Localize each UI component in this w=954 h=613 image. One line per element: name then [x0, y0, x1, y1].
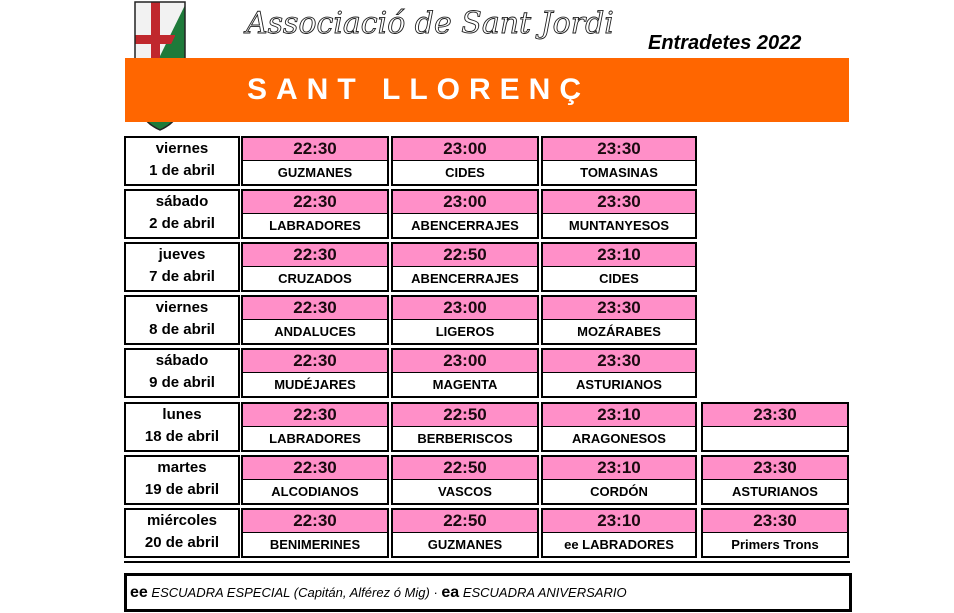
slot-team: CIDES	[599, 271, 639, 286]
slot-cell	[701, 455, 849, 505]
slot-team: CIDES	[445, 165, 485, 180]
day-cell	[124, 508, 240, 558]
slot-team: LABRADORES	[269, 218, 361, 233]
weekday: miércoles	[146, 512, 218, 529]
slot-cell	[541, 242, 697, 292]
slot-cell	[391, 242, 539, 292]
slot-cell	[241, 348, 389, 398]
date: 2 de abril	[149, 215, 215, 232]
table-divider	[124, 561, 850, 563]
weekday: viernes	[155, 140, 209, 157]
slot-time: 23:00	[393, 191, 537, 214]
slot-time: 22:30	[243, 297, 387, 320]
slot-team: CORDÓN	[590, 484, 648, 499]
slot-cell	[391, 402, 539, 452]
slot-time: 23:30	[703, 457, 847, 480]
slot-cell	[241, 189, 389, 239]
slot-team: ARAGONESOS	[572, 431, 666, 446]
slot-team: BENIMERINES	[269, 537, 361, 552]
weekday: martes	[157, 459, 207, 476]
day-cell	[124, 402, 240, 452]
day-cell	[124, 189, 240, 239]
slot-time: 23:30	[543, 297, 695, 320]
slot-time: 22:30	[243, 350, 387, 373]
slot-time: 23:00	[393, 350, 537, 373]
slot-time: 23:30	[543, 350, 695, 373]
slot-cell	[701, 402, 849, 452]
slot-team: ANDALUCES	[274, 324, 356, 339]
slot-team: BERBERISCOS	[417, 431, 513, 446]
slot-time: 22:30	[243, 510, 387, 533]
slot-time: 22:30	[243, 404, 387, 427]
slot-team: LABRADORES	[269, 431, 361, 446]
slot-time: 22:30	[243, 244, 387, 267]
slot-time: 23:30	[703, 510, 847, 533]
slot-cell	[391, 189, 539, 239]
slot-team: ee LABRADORES	[564, 537, 674, 552]
slot-time: 22:50	[393, 244, 537, 267]
slot-team: ABENCERRAJES	[411, 271, 519, 286]
slot-time: 23:30	[703, 404, 847, 427]
slot-cell	[241, 455, 389, 505]
slot-cell	[391, 508, 539, 558]
weekday: viernes	[155, 299, 209, 316]
slot-team: Primers Trons	[731, 537, 819, 552]
legend-separator: ·	[429, 585, 442, 600]
slot-time: 22:50	[393, 457, 537, 480]
fila-title: SANT LLORENÇ	[247, 73, 590, 106]
slot-cell	[541, 508, 697, 558]
slot-cell	[241, 295, 389, 345]
slot-time: 23:10	[543, 457, 695, 480]
day-cell	[124, 242, 240, 292]
weekday: sábado	[155, 352, 209, 369]
slot-time: 22:50	[393, 510, 537, 533]
slot-cell	[541, 402, 697, 452]
date: 19 de abril	[144, 481, 220, 498]
slot-team: TOMASINAS	[580, 165, 658, 180]
slot-cell	[391, 295, 539, 345]
date: 7 de abril	[149, 268, 215, 285]
slot-team: MAGENTA	[432, 377, 498, 392]
slot-time: 23:00	[393, 138, 537, 161]
slot-time: 23:10	[543, 244, 695, 267]
edition-title: Entradetes 2022	[648, 32, 802, 54]
slot-team: MUDÉJARES	[274, 377, 356, 392]
slot-team	[703, 427, 847, 450]
slot-cell	[391, 455, 539, 505]
slot-team: CRUZADOS	[278, 271, 352, 286]
slot-cell	[241, 508, 389, 558]
day-cell	[124, 348, 240, 398]
slot-team: ASTURIANOS	[732, 484, 818, 499]
slot-team: MOZÁRABES	[577, 324, 661, 339]
legend-box	[124, 573, 852, 612]
slot-cell	[541, 295, 697, 345]
weekday: jueves	[158, 246, 206, 263]
day-cell	[124, 136, 240, 186]
slot-cell	[541, 189, 697, 239]
organization-title: Associació de Sant Jordi	[246, 6, 614, 41]
slot-time: 23:10	[543, 510, 695, 533]
slot-cell	[241, 136, 389, 186]
slot-time: 22:30	[243, 138, 387, 161]
slot-team: VASCOS	[438, 484, 492, 499]
slot-time: 22:50	[393, 404, 537, 427]
slot-team: ASTURIANOS	[576, 377, 662, 392]
legend-ee-abbr: ee	[130, 584, 148, 601]
slot-time: 23:30	[543, 191, 695, 214]
slot-cell	[541, 455, 697, 505]
slot-time: 22:30	[243, 457, 387, 480]
slot-time: 23:10	[543, 404, 695, 427]
day-cell	[124, 455, 240, 505]
slot-team: ABENCERRAJES	[411, 218, 519, 233]
date: 1 de abril	[149, 162, 215, 179]
slot-time: 22:30	[243, 191, 387, 214]
slot-cell	[241, 242, 389, 292]
day-cell	[124, 295, 240, 345]
date: 18 de abril	[144, 428, 220, 445]
legend-ea-abbr: ea	[441, 584, 460, 601]
legend-ee-desc: ESCUADRA ESPECIAL (Capitán, Alférez ó Mig)	[151, 585, 430, 600]
weekday: sábado	[155, 193, 209, 210]
slot-cell	[391, 348, 539, 398]
slot-team: GUZMANES	[427, 537, 503, 552]
slot-team: GUZMANES	[277, 165, 353, 180]
slot-time: 23:30	[543, 138, 695, 161]
slot-cell	[541, 136, 697, 186]
slot-team: ALCODIANOS	[271, 484, 359, 499]
date: 20 de abril	[144, 534, 220, 551]
slot-cell	[241, 402, 389, 452]
slot-cell	[541, 348, 697, 398]
slot-team: MUNTANYESOS	[568, 218, 670, 233]
slot-time: 23:00	[393, 297, 537, 320]
slot-team: LIGEROS	[435, 324, 495, 339]
slot-cell	[391, 136, 539, 186]
date: 8 de abril	[149, 321, 215, 338]
legend-ea-desc: ESCUADRA ANIVERSARIO	[462, 585, 627, 600]
weekday: lunes	[162, 406, 202, 423]
date: 9 de abril	[149, 374, 215, 391]
slot-cell	[701, 508, 849, 558]
